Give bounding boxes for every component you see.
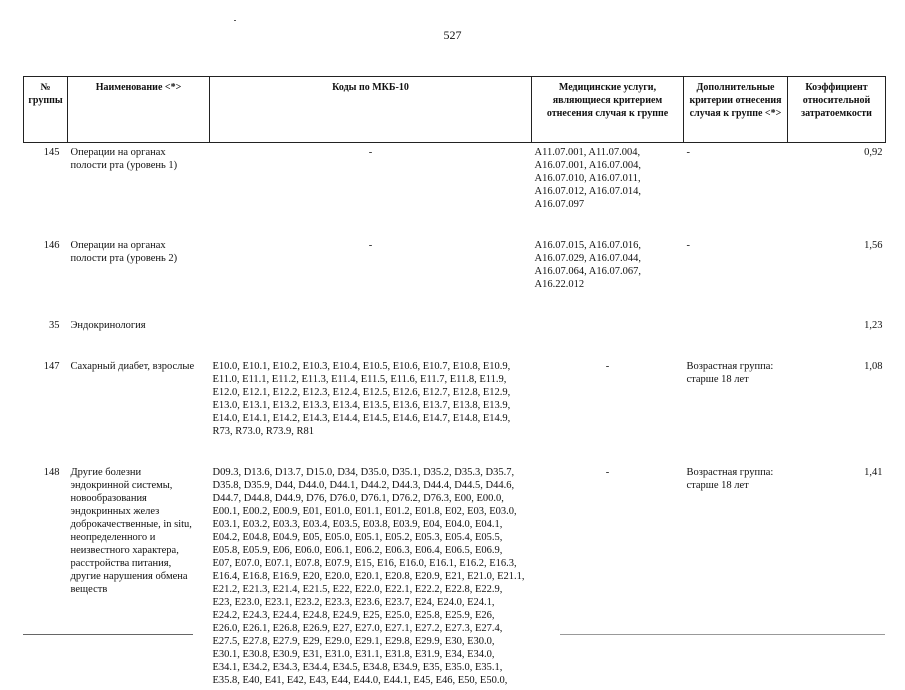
spacer-cell	[788, 214, 886, 236]
header-coef: Коэффициент относительной затратоемкости	[788, 77, 886, 143]
spacer-cell	[532, 214, 684, 236]
cell-group-name	[68, 463, 210, 690]
cell-group-name-line: эндокринных желез	[71, 505, 207, 518]
cell-criteria	[684, 236, 788, 294]
cell-criteria-line: старше 18 лет	[687, 373, 785, 386]
cell-group-name-line: неопределенного и	[71, 531, 207, 544]
cell-icd-codes-line: E12.0, E12.1, E12.2, E12.3, E12.4, E12.5, E12.6, E12.7, E12.8, E12.9,	[213, 386, 529, 399]
cell-services-line: A16.07.012, A16.07.014,	[535, 185, 681, 198]
spacer-cell	[210, 335, 532, 357]
cell-criteria	[684, 143, 788, 215]
cell-icd-codes	[210, 236, 532, 294]
cell-icd-codes-line: E00.1, E00.2, E00.9, E01, E01.0, E01.1, E01.2, E01.8, E02, E03, E03.0,	[213, 505, 529, 518]
spacer-cell	[210, 441, 532, 463]
cell-services	[532, 236, 684, 294]
page-mark	[234, 20, 236, 21]
cell-icd-codes-line: D44.7, D44.8, D44.9, D76, D76.0, D76.1, D76.2, D76.3, E00, E00.0,	[213, 492, 529, 505]
header-name: Наименование <*>	[68, 77, 210, 143]
cell-icd-codes-line: E16.4, E16.8, E16.9, E20, E20.0, E20.1, E20.8, E20.9, E21, E21.0, E21.1,	[213, 570, 529, 583]
cell-icd-codes-line: E13.0, E13.1, E13.2, E13.3, E13.4, E13.5, E13.6, E13.7, E13.8, E13.9,	[213, 399, 529, 412]
cell-group-name-line: веществ	[71, 583, 207, 596]
cell-coefficient: 1,23	[788, 316, 886, 335]
cell-services-line: A16.07.001, A16.07.004,	[535, 159, 681, 172]
cell-icd-codes-line: -	[213, 146, 529, 159]
table-header-row	[24, 77, 886, 143]
spacer-cell	[24, 335, 68, 357]
spacer-cell	[68, 335, 210, 357]
spacer-cell	[532, 294, 684, 316]
cell-icd-codes	[210, 316, 532, 335]
cell-group-number: 147	[24, 357, 68, 441]
cell-services-line: A11.07.001, A11.07.004,	[535, 146, 681, 159]
cell-criteria-line: -	[687, 146, 785, 159]
cell-icd-codes-line: E26.0, E26.1, E26.8, E26.9, E27, E27.0, E27.1, E27.2, E27.3, E27.4,	[213, 622, 529, 635]
cell-services-line: A16.07.029, A16.07.044,	[535, 252, 681, 265]
table-row	[24, 143, 886, 215]
cell-icd-codes-line: E04.2, E04.8, E04.9, E05, E05.0, E05.1, E05.2, E05.3, E05.4, E05.5,	[213, 531, 529, 544]
cell-services-line: A16.07.010, A16.07.011,	[535, 172, 681, 185]
row-spacer	[24, 335, 886, 357]
spacer-cell	[684, 294, 788, 316]
cell-coefficient: 1,41	[788, 463, 886, 690]
cell-icd-codes-line: E27.5, E27.8, E27.9, E29, E29.0, E29.1, E29.8, E29.9, E30, E30.0,	[213, 635, 529, 648]
cell-icd-codes	[210, 357, 532, 441]
cell-group-number: 35	[24, 316, 68, 335]
cell-coefficient: 0,92	[788, 143, 886, 215]
cell-icd-codes-line: E14.0, E14.1, E14.2, E14.3, E14.4, E14.5, E14.6, E14.7, E14.8, E14.9,	[213, 412, 529, 425]
cell-icd-codes-line: E03.1, E03.2, E03.3, E03.4, E03.5, E03.8, E03.9, E04, E04.0, E04.1,	[213, 518, 529, 531]
table-row	[24, 357, 886, 441]
page-number: 527	[0, 28, 905, 43]
cell-icd-codes-line: E05.8, E05.9, E06, E06.0, E06.1, E06.2, E06.3, E06.4, E06.5, E06.9,	[213, 544, 529, 557]
cell-icd-codes-line: D09.3, D13.6, D13.7, D15.0, D34, D35.0, D35.1, D35.2, D35.3, D35.7,	[213, 466, 529, 479]
cell-coefficient: 1,56	[788, 236, 886, 294]
row-spacer	[24, 294, 886, 316]
cell-icd-codes-line: R73, R73.0, R73.9, R81	[213, 425, 529, 438]
cell-icd-codes-line: E07, E07.0, E07.1, E07.8, E07.9, E15, E16, E16.0, E16.1, E16.2, E16.3,	[213, 557, 529, 570]
cell-icd-codes	[210, 463, 532, 690]
cell-group-name-line: доброкачественные, in situ,	[71, 518, 207, 531]
cell-criteria-line: старше 18 лет	[687, 479, 785, 492]
cell-services	[532, 143, 684, 215]
spacer-cell	[684, 441, 788, 463]
cell-group-name-line: Операции на органах	[71, 239, 207, 252]
cell-icd-codes-line: E10.0, E10.1, E10.2, E10.3, E10.4, E10.5, E10.6, E10.7, E10.8, E10.9,	[213, 360, 529, 373]
cell-group-name	[68, 316, 210, 335]
cell-icd-codes-line: E35.8, E40, E41, E42, E43, E44, E44.0, E44.1, E45, E46, E50, E50.0,	[213, 674, 529, 687]
spacer-cell	[24, 294, 68, 316]
cell-services-line: -	[535, 466, 681, 479]
footer-rule-right	[560, 634, 885, 635]
cell-group-name-line: Другие болезни	[71, 466, 207, 479]
cell-group-name-line: полости рта (уровень 1)	[71, 159, 207, 172]
cell-services-line: -	[535, 360, 681, 373]
cell-icd-codes-line: E34.1, E34.2, E34.3, E34.4, E34.5, E34.8, E34.9, E35, E35.0, E35.1,	[213, 661, 529, 674]
table-row	[24, 316, 886, 335]
row-spacer	[24, 214, 886, 236]
spacer-cell	[684, 214, 788, 236]
spacer-cell	[532, 335, 684, 357]
table-row	[24, 463, 886, 690]
cell-icd-codes-line: E11.0, E11.1, E11.2, E11.3, E11.4, E11.5, E11.6, E11.7, E11.8, E11.9,	[213, 373, 529, 386]
cell-group-name	[68, 236, 210, 294]
table-body	[24, 143, 886, 690]
cell-criteria	[684, 316, 788, 335]
cell-group-name-line: Операции на органах	[71, 146, 207, 159]
cell-group-name-line: другие нарушения обмена	[71, 570, 207, 583]
row-spacer	[24, 441, 886, 463]
cell-services	[532, 357, 684, 441]
cell-icd-codes-line: D35.8, D35.9, D44, D44.0, D44.1, D44.2, D44.3, D44.4, D44.5, D44.6,	[213, 479, 529, 492]
cell-group-name-line: Сахарный диабет, взрослые	[71, 360, 207, 373]
header-codes: Коды по МКБ-10	[210, 77, 532, 143]
cell-group-number: 146	[24, 236, 68, 294]
cell-icd-codes-line: E21.2, E21.3, E21.4, E21.5, E22, E22.0, E22.1, E22.2, E22.8, E22.9,	[213, 583, 529, 596]
cell-services-line: A16.07.097	[535, 198, 681, 211]
cell-group-name	[68, 143, 210, 215]
cell-icd-codes-line: E23, E23.0, E23.1, E23.2, E23.3, E23.6, E23.7, E24, E24.0, E24.1,	[213, 596, 529, 609]
spacer-cell	[532, 441, 684, 463]
cell-icd-codes-line: -	[213, 239, 529, 252]
cell-group-name-line: расстройства питания,	[71, 557, 207, 570]
cell-group-name-line: Эндокринология	[71, 319, 207, 332]
footer-rule-left	[23, 634, 193, 635]
cell-icd-codes-line: E24.2, E24.3, E24.4, E24.8, E24.9, E25, E25.0, E25.8, E25.9, E26,	[213, 609, 529, 622]
cell-criteria	[684, 357, 788, 441]
cell-icd-codes-line: E30.1, E30.8, E30.9, E31, E31.0, E31.1, E31.8, E31.9, E34, E34.0,	[213, 648, 529, 661]
header-services: Медицинские услуги, являющиеся критерием отнесения случая к группе	[532, 77, 684, 143]
spacer-cell	[684, 335, 788, 357]
spacer-cell	[210, 214, 532, 236]
cell-criteria-line: -	[687, 239, 785, 252]
cell-services-line: A16.07.015, A16.07.016,	[535, 239, 681, 252]
table-row	[24, 236, 886, 294]
spacer-cell	[24, 441, 68, 463]
spacer-cell	[68, 294, 210, 316]
cell-criteria-line: Возрастная группа:	[687, 466, 785, 479]
cell-group-number: 145	[24, 143, 68, 215]
spacer-cell	[788, 335, 886, 357]
spacer-cell	[210, 294, 532, 316]
cell-group-name-line: эндокринной системы,	[71, 479, 207, 492]
cell-services	[532, 463, 684, 690]
cell-group-name-line: полости рта (уровень 2)	[71, 252, 207, 265]
cell-services	[532, 316, 684, 335]
cell-icd-codes	[210, 143, 532, 215]
cell-group-name-line: неизвестного характера,	[71, 544, 207, 557]
cell-group-number: 148	[24, 463, 68, 690]
spacer-cell	[788, 294, 886, 316]
cell-services-line: A16.22.012	[535, 278, 681, 291]
ksg-table	[23, 76, 886, 690]
cell-services-line: A16.07.064, A16.07.067,	[535, 265, 681, 278]
cell-criteria	[684, 463, 788, 690]
header-num: № группы	[24, 77, 68, 143]
spacer-cell	[788, 441, 886, 463]
spacer-cell	[68, 214, 210, 236]
cell-group-name-line: новообразования	[71, 492, 207, 505]
header-criteria: Дополнительные критерии отнесения случая к группе <*>	[684, 77, 788, 143]
cell-group-name	[68, 357, 210, 441]
cell-coefficient: 1,08	[788, 357, 886, 441]
cell-criteria-line: Возрастная группа:	[687, 360, 785, 373]
spacer-cell	[24, 214, 68, 236]
spacer-cell	[68, 441, 210, 463]
